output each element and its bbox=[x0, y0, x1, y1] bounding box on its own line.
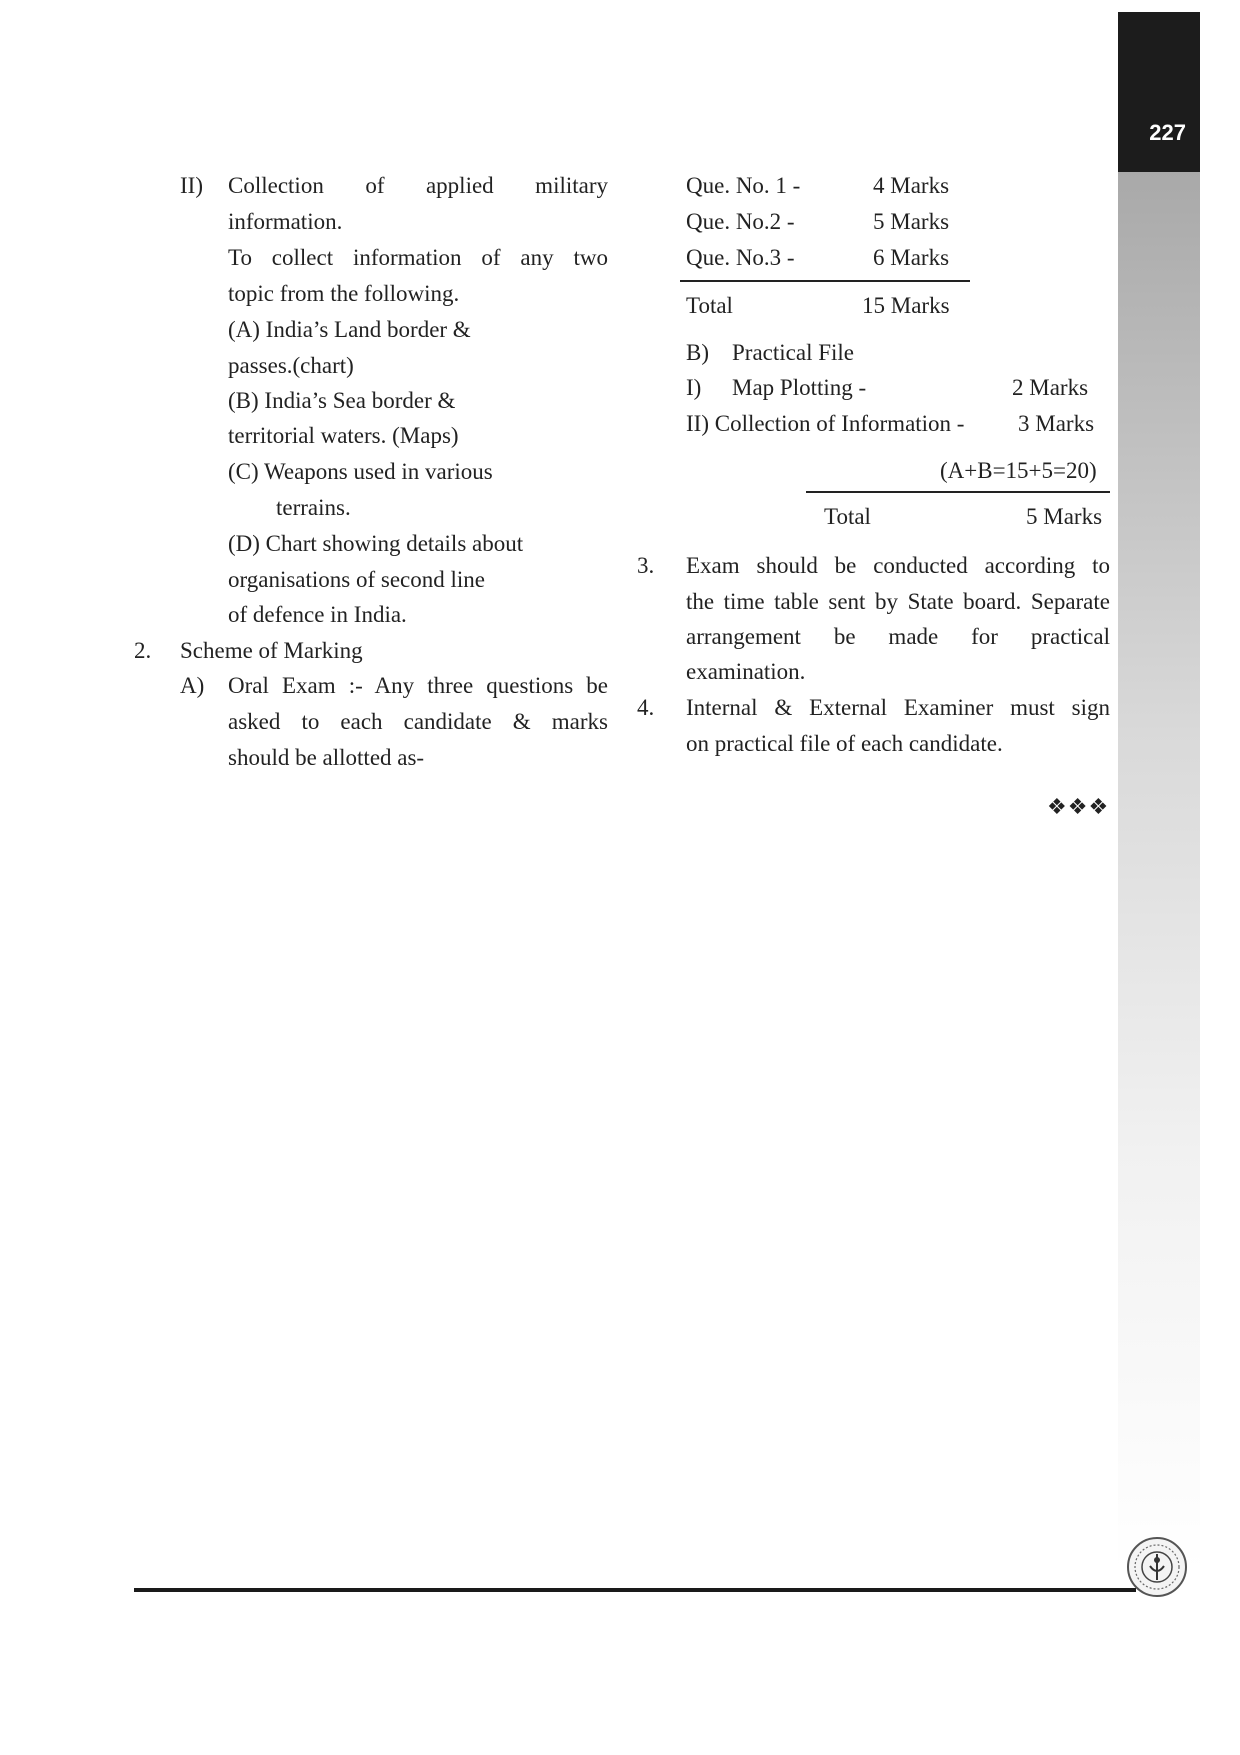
sub-A-text-cont2: should be allotted as- bbox=[228, 745, 425, 770]
item-3-marker: 3. bbox=[637, 553, 655, 578]
item-3-text: Exam should be conducted according to bbox=[686, 553, 1110, 578]
oral-marks-2: 5 Marks bbox=[873, 209, 950, 234]
practical-II-marks: 3 Marks bbox=[1018, 411, 1095, 436]
instruction-text-cont: topic from the following. bbox=[228, 281, 460, 306]
side-gradient-strip bbox=[1118, 172, 1200, 1572]
oral-marks-1: 4 Marks bbox=[873, 173, 950, 198]
oral-total-rule bbox=[680, 280, 970, 282]
oral-marks-3: 6 Marks bbox=[873, 245, 950, 270]
instruction-text: To collect information of any two bbox=[228, 245, 608, 270]
item-2-title: Scheme of Marking bbox=[180, 638, 363, 663]
item-4-text: Internal & External Examiner must sign bbox=[686, 695, 1110, 720]
page-number: 227 bbox=[1149, 120, 1186, 145]
topic-A: (A) India’s Land border & bbox=[228, 317, 471, 342]
item-3-text-cont1: the time table sent by State board. Separate bbox=[686, 589, 1110, 614]
practical-B-marker: B) bbox=[686, 340, 709, 365]
oral-question-1: Que. No. 1 - bbox=[686, 173, 801, 198]
end-ornament: ❖❖❖ bbox=[1047, 795, 1110, 820]
practical-total-value: 5 Marks bbox=[1026, 504, 1103, 529]
practical-I-marks: 2 Marks bbox=[1012, 375, 1089, 400]
oral-question-2: Que. No.2 - bbox=[686, 209, 795, 234]
practical-I-label: Map Plotting - bbox=[732, 375, 867, 400]
practical-II-label: II) Collection of Information - bbox=[686, 411, 965, 436]
sub-A-text: Oral Exam :- Any three questions be bbox=[228, 673, 608, 698]
oral-total-value: 15 Marks bbox=[862, 293, 950, 318]
topic-B: (B) India’s Sea border & bbox=[228, 388, 456, 413]
item-2-marker: 2. bbox=[134, 638, 152, 663]
practical-total-label: Total bbox=[824, 504, 871, 529]
item-II-title-cont: information. bbox=[228, 209, 343, 234]
item-II-marker: II) bbox=[180, 173, 203, 198]
topic-D: (D) Chart showing details about bbox=[228, 531, 524, 556]
marks-formula: (A+B=15+5=20) bbox=[940, 458, 1097, 483]
oral-total-label: Total bbox=[686, 293, 733, 318]
topic-C-cont: terrains. bbox=[276, 495, 351, 520]
item-II-title: Collection of applied military bbox=[228, 173, 608, 198]
footer-rule bbox=[134, 1588, 1136, 1592]
sub-A-marker: A) bbox=[180, 673, 205, 698]
item-4-marker: 4. bbox=[637, 695, 655, 720]
topic-D-cont1: organisations of second line bbox=[228, 567, 485, 592]
item-3-text-cont2: arrangement be made for practical bbox=[686, 624, 1110, 649]
topic-B-cont: territorial waters. (Maps) bbox=[228, 423, 459, 448]
topic-A-cont: passes.(chart) bbox=[228, 353, 354, 378]
item-3-text-cont3: examination. bbox=[686, 659, 806, 684]
practical-I-marker: I) bbox=[686, 375, 702, 400]
oral-question-3: Que. No.3 - bbox=[686, 245, 795, 270]
page-number-tab bbox=[1118, 12, 1200, 172]
topic-D-cont2: of defence in India. bbox=[228, 602, 407, 627]
emblem-icon bbox=[1126, 1536, 1188, 1598]
item-4-text-cont: on practical file of each candidate. bbox=[686, 731, 1003, 756]
practical-total-rule bbox=[806, 491, 1110, 493]
sub-A-text-cont1: asked to each candidate & marks bbox=[228, 709, 608, 734]
topic-C: (C) Weapons used in various bbox=[228, 459, 493, 484]
practical-B-title: Practical File bbox=[732, 340, 854, 365]
